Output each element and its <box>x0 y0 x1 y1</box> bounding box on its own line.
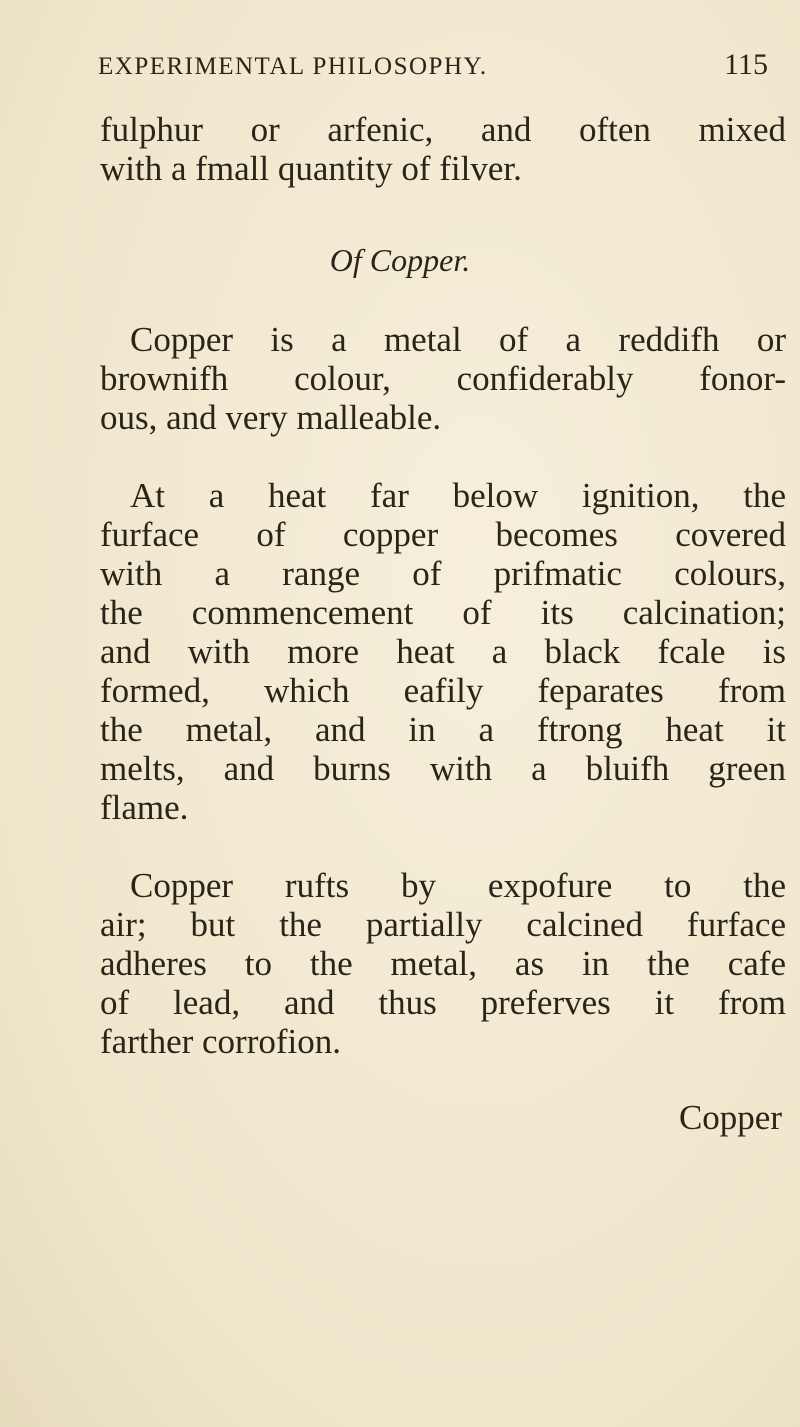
text-line: fulphur or arfenic, and often mixed <box>100 110 786 149</box>
section-heading: Of Copper. <box>329 242 471 278</box>
text-line: adheres to the metal, as in the cafe <box>100 944 786 983</box>
text-line: the commencement of its calcination; <box>100 593 786 632</box>
text-line: melts, and burns with a bluifh green <box>100 749 786 788</box>
text-line: with a fmall quantity of filver. <box>100 149 522 188</box>
text-line: brownifh colour, confiderably fonor- <box>100 359 786 398</box>
text-line: formed, which eafily feparates from <box>100 671 786 710</box>
text-line: farther corrofion. <box>100 1022 341 1061</box>
text-line: Copper is a metal of a reddifh or <box>130 320 786 359</box>
text-line: of lead, and thus preferves it from <box>100 983 786 1022</box>
text-line: At a heat far below ignition, the <box>130 476 786 515</box>
running-title: EXPERIMENTAL PHILOSOPHY. <box>98 53 488 80</box>
page-number: 115 <box>724 48 768 81</box>
running-header <box>98 48 778 82</box>
text-line: the metal, and in a ftrong heat it <box>100 710 786 749</box>
text-line: Copper rufts by expofure to the <box>130 866 786 905</box>
catchword: Copper <box>678 1098 782 1137</box>
text-line: flame. <box>100 788 189 827</box>
text-line: air; but the partially calcined furface <box>100 905 786 944</box>
text-line: with a range of prifmatic colours, <box>100 554 786 593</box>
text-line: and with more heat a black fcale is <box>100 632 786 671</box>
text-line: furface of copper becomes covered <box>100 515 786 554</box>
text-line: ous, and very malleable. <box>100 398 442 437</box>
